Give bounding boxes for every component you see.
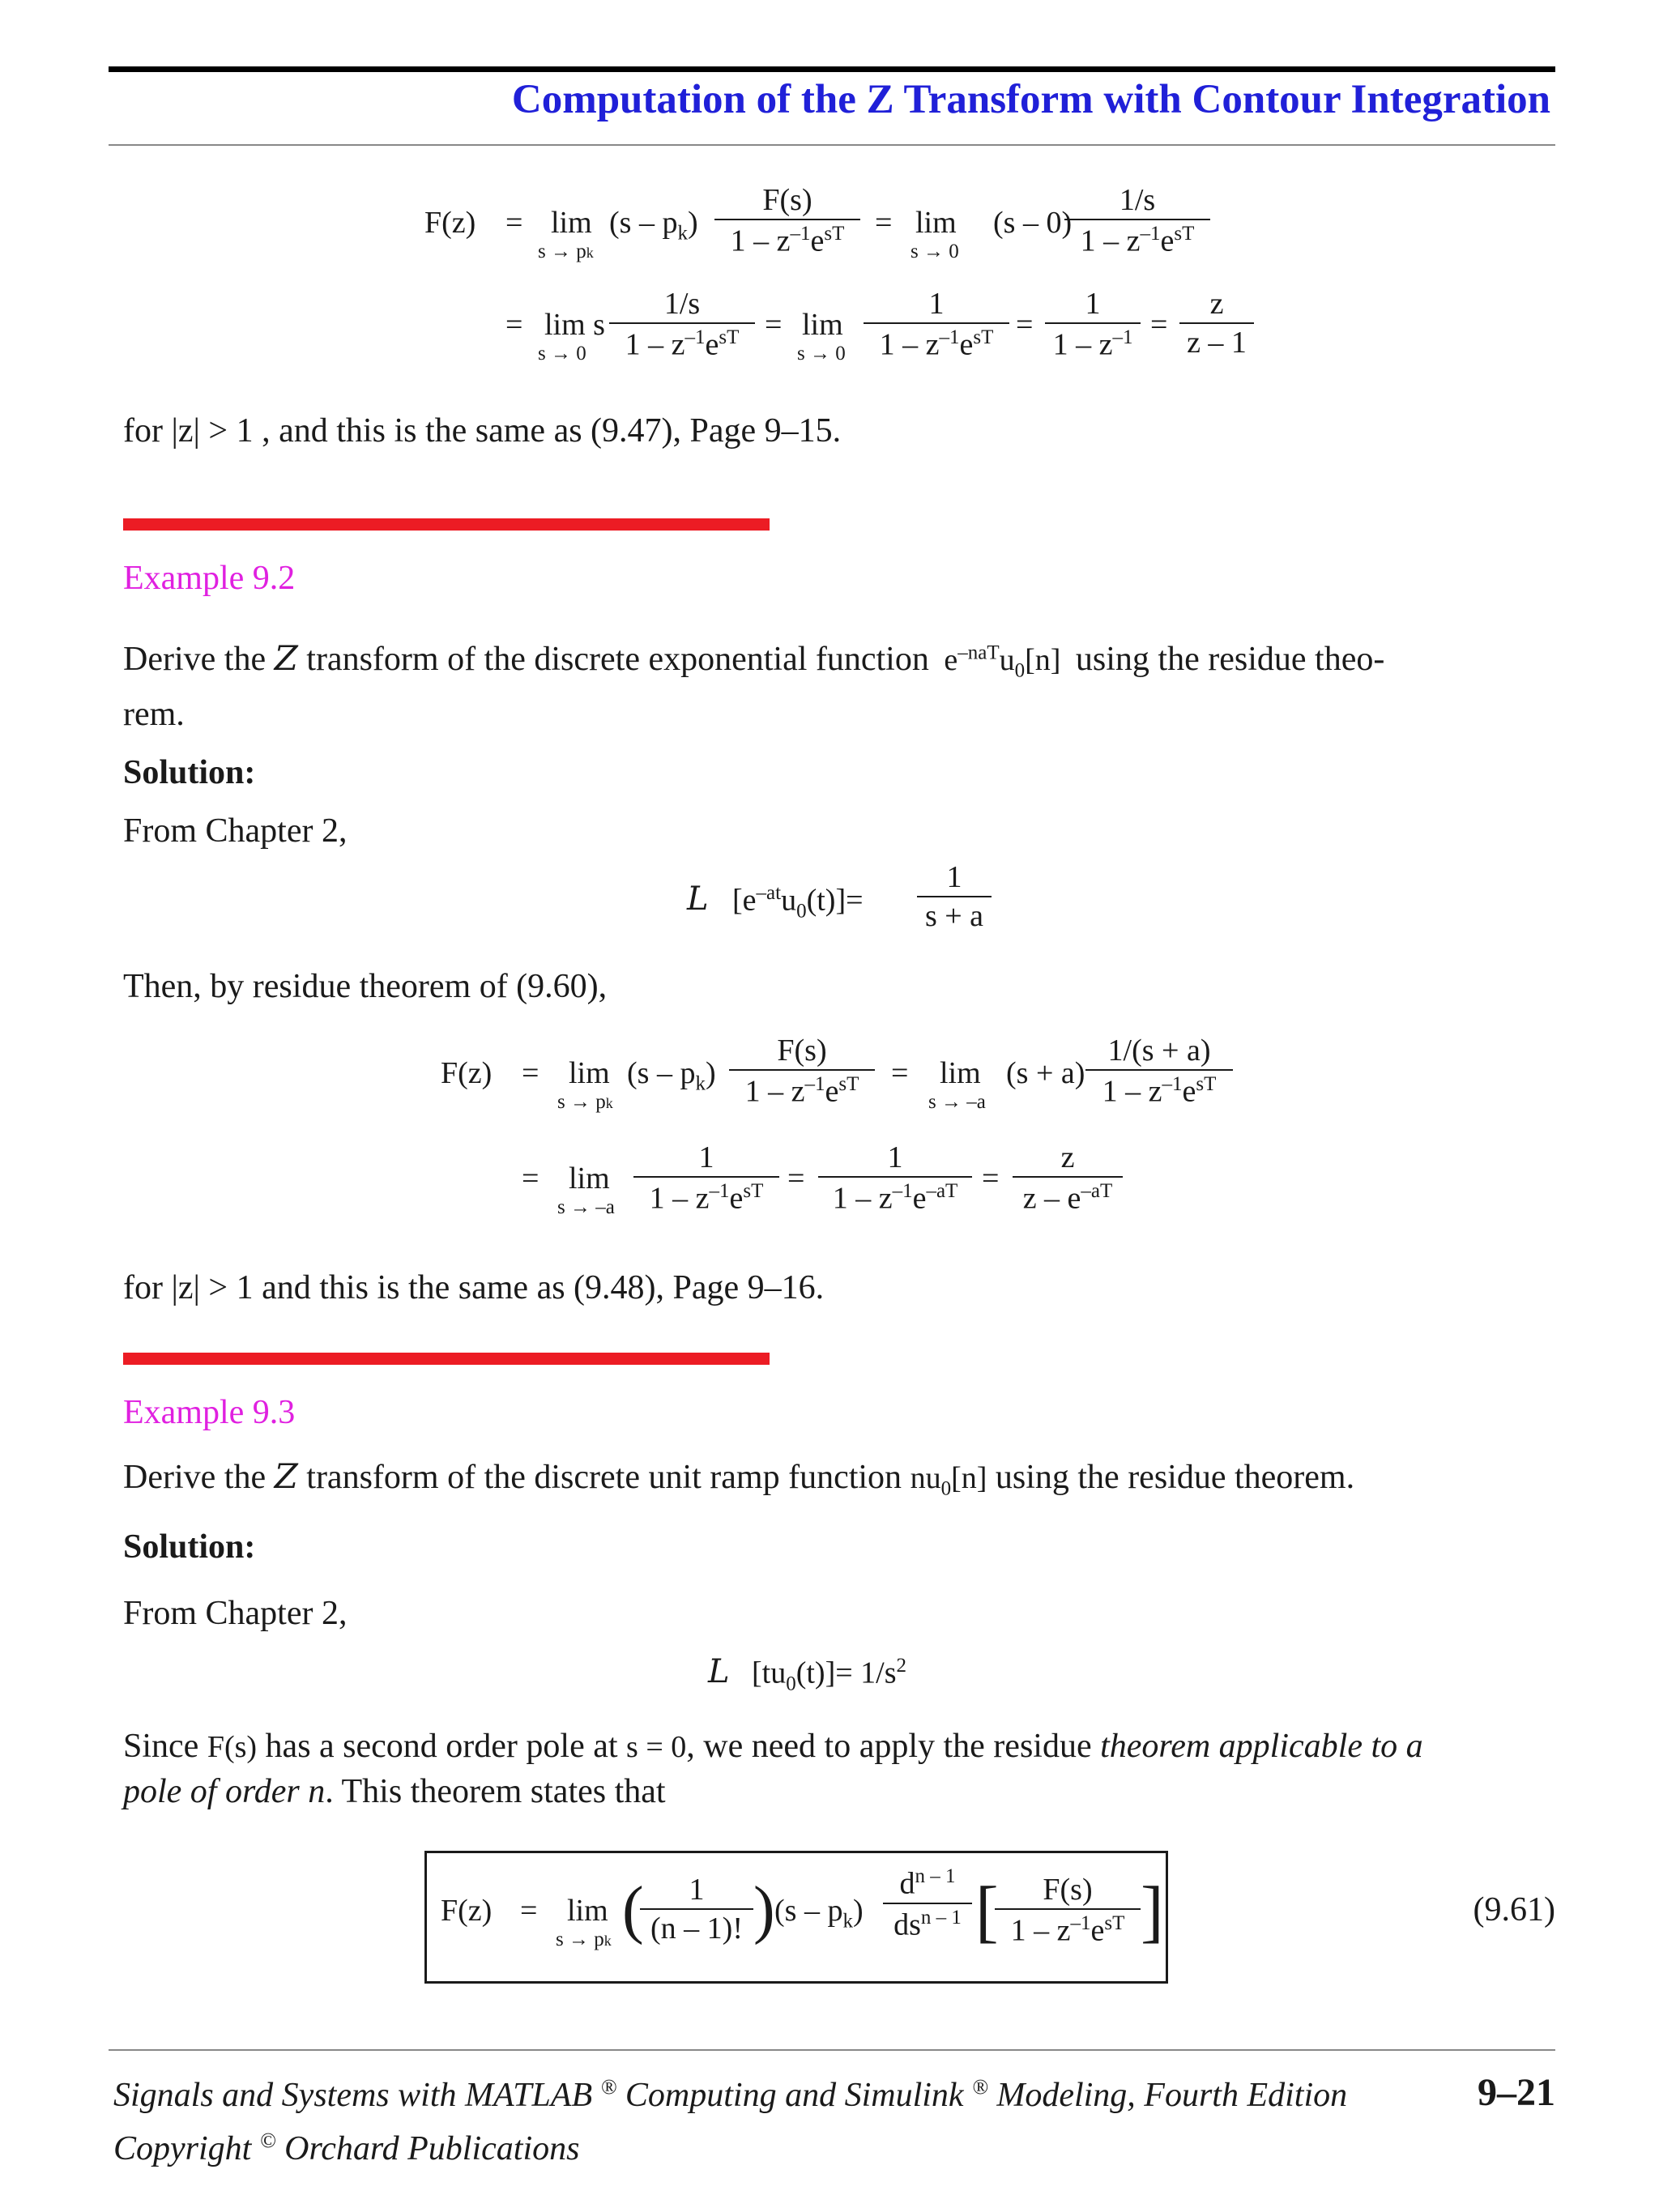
lim-subscript: s → pk <box>538 241 594 262</box>
z-transform-symbol: Z <box>274 638 298 678</box>
paragraph: From Chapter 2, <box>123 812 348 850</box>
lim-text: lim <box>802 308 843 342</box>
lim-text: lim <box>569 1161 610 1196</box>
problem-statement-cont: rem. <box>123 696 185 733</box>
eq-sign: = <box>787 1161 805 1196</box>
example-heading: Example 9.2 <box>123 560 296 597</box>
lim-subscript: s → –a <box>928 1091 986 1113</box>
derivative-operator: $d^{n - 1}$ $ds^{n - 1}$ <box>883 1866 972 1940</box>
footer-rule <box>109 2049 1555 2051</box>
eq-sign: = <box>891 1056 909 1090</box>
fraction: $\frac{1}{(n - 1)!}$ <box>640 1874 753 1944</box>
fraction: F(s) $1 - z^{-1}e^{sT}$ <box>714 185 860 257</box>
lim-text: lim <box>569 1056 610 1090</box>
lim-text: lim s <box>544 308 605 342</box>
fraction: 1 $1 - z^{-1}e^{sT}$ <box>633 1142 779 1214</box>
lim-subscript: s → 0 <box>538 343 586 364</box>
fraction: $\frac{1}{s + a}$ <box>917 862 992 931</box>
paragraph: Since F(s) has a second order pole at s = 0, we need to apply the residue theorem applicable to a <box>123 1728 1423 1765</box>
lim-text: lim <box>567 1894 608 1928</box>
example-separator-bar <box>123 1353 770 1365</box>
eq-factor: $(s - p_k)$ <box>609 206 698 245</box>
running-title: Computation of the Z Transform with Contour Integration <box>511 77 1550 122</box>
eq-factor: (s + a) <box>1006 1056 1085 1090</box>
fraction: F(s) $1 - z^{-1}e^{sT}$ <box>729 1035 875 1107</box>
fraction: $\frac{1}{1 - z^{-1}}$ <box>1045 288 1141 360</box>
eq-sign: = <box>520 1894 538 1928</box>
paragraph: From Chapter 2, <box>123 1595 348 1632</box>
laplace-symbol: L <box>687 880 709 918</box>
laplace-expr: $[tu_0(t)]= 1/s^2$ <box>752 1655 907 1695</box>
eq-sign: = <box>1150 308 1168 342</box>
eq-factor: $(s - p_k)$ <box>774 1894 864 1933</box>
fraction: $\frac{1}{1 - z^{-1}e^{-aT}}$ <box>818 1142 972 1214</box>
lim-text: lim <box>940 1056 981 1090</box>
paragraph-cont: pole of order n. This theorem states that <box>123 1773 666 1810</box>
eq-lhs: F(z) <box>424 206 476 240</box>
fraction: 1/(s + a) $1 - z^{-1}e^{sT}$ <box>1085 1035 1233 1107</box>
lim-subscript: s → 0 <box>911 241 959 262</box>
eq-sign: = <box>505 206 523 240</box>
fraction: $\frac{z}{z - e^{-aT}}$ <box>1013 1142 1123 1214</box>
example-separator-bar <box>123 518 770 531</box>
paragraph: for |z| > 1 , and this is the same as (9.47), Page 9–15. <box>123 412 842 450</box>
laplace-expr: $[e^{-at}u_0(t)]=$ <box>732 882 864 923</box>
lim-subscript: s → pk <box>557 1091 613 1113</box>
eq-sign: = <box>522 1056 539 1090</box>
eq-lhs: F(z) <box>441 1894 493 1928</box>
eq-sign: = <box>522 1161 539 1196</box>
lim-subscript: s → –a <box>557 1196 615 1218</box>
fraction: 1/s $1 - z^{-1}e^{sT}$ <box>1064 185 1210 257</box>
solution-heading: Solution: <box>123 754 256 791</box>
lim-subscript: s → pk <box>556 1929 612 1950</box>
header-rule-thin <box>109 144 1555 146</box>
eq-sign: = <box>505 308 523 342</box>
page-number: 9–21 <box>1478 2071 1555 2114</box>
left-bracket: [ <box>975 1872 999 1950</box>
example-heading: Example 9.3 <box>123 1394 296 1431</box>
eq-sign: = <box>875 206 893 240</box>
fraction: F(s) $1 - z^{-1}e^{sT}$ <box>995 1874 1141 1946</box>
eq-sign: = <box>982 1161 1000 1196</box>
fraction: 1/s $1 - z^{-1}e^{sT}$ <box>609 288 755 360</box>
paragraph: Then, by residue theorem of (9.60), <box>123 968 608 1005</box>
right-paren: ) <box>753 1874 775 1946</box>
z-transform-symbol: Z <box>274 1456 298 1496</box>
lim-text: lim <box>915 206 957 240</box>
left-paren: ( <box>622 1874 644 1946</box>
eq-factor: $(s - p_k)$ <box>627 1056 716 1095</box>
eq-sign: = <box>765 308 783 342</box>
laplace-symbol: L <box>708 1653 730 1690</box>
equation-number: (9.61) <box>1473 1891 1555 1929</box>
fraction: $\frac{z}{z - 1}$ <box>1179 288 1254 358</box>
lim-subscript: s → 0 <box>797 343 846 364</box>
eq-factor: (s – 0) <box>993 206 1073 240</box>
problem-statement: Derive the Z transform of the discrete unit ramp function $nu_0[n]$ using the residue theorem. <box>123 1456 1355 1500</box>
paragraph: for |z| > 1 and this is the same as (9.48), Page 9–16. <box>123 1269 825 1306</box>
eq-lhs: F(z) <box>441 1056 493 1090</box>
eq-sign: = <box>1016 308 1034 342</box>
footer-book-title: Signals and Systems with MATLAB ® Computing and Simulink ® Modeling, Fourth Edition <box>113 2075 1348 2114</box>
problem-statement: Derive the Z transform of the discrete exponential function $e^{-naT}u_0[n]$ using the residue theo- <box>123 638 1385 682</box>
header-rule-thick <box>109 66 1555 72</box>
right-bracket: ] <box>1141 1872 1164 1950</box>
solution-heading: Solution: <box>123 1528 256 1566</box>
fraction: 1 $1 - z^{-1}e^{sT}$ <box>864 288 1009 360</box>
footer-copyright: Copyright © Orchard Publications <box>113 2129 580 2167</box>
lim-text: lim <box>551 206 592 240</box>
